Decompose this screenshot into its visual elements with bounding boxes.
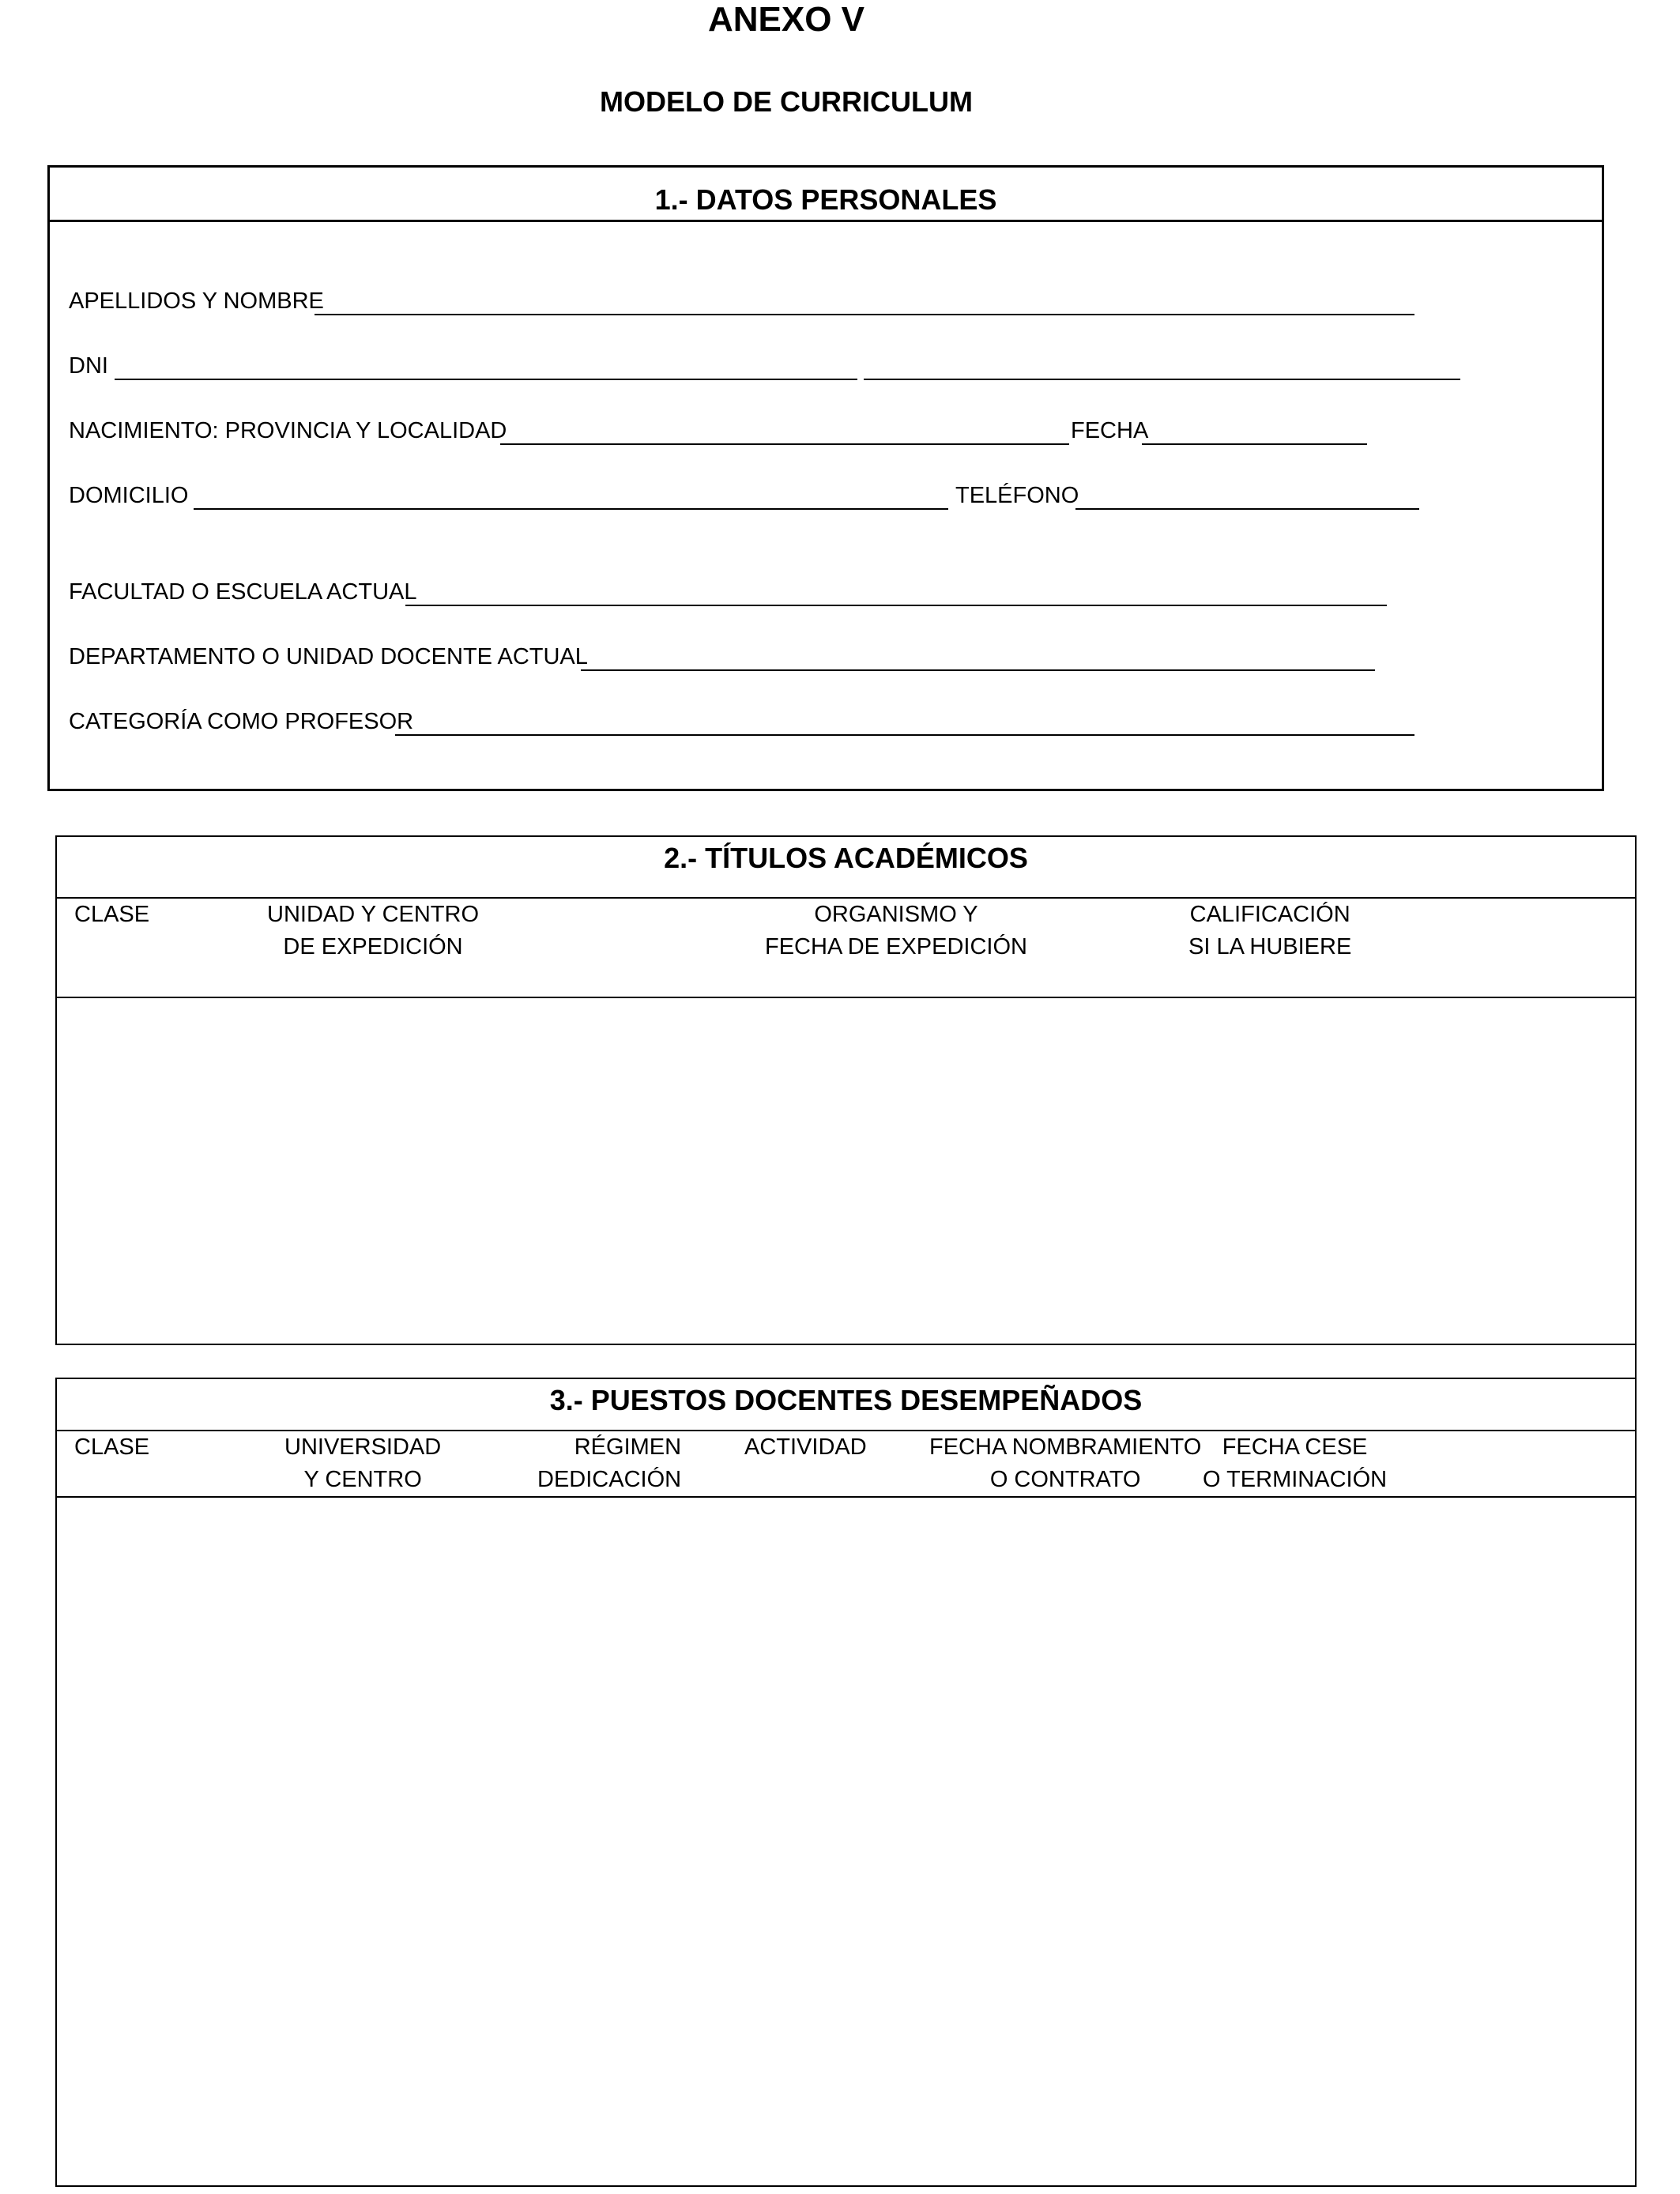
- birth-date-label: FECHA: [1071, 418, 1149, 443]
- col-line: DEDICACIÓN: [537, 1467, 682, 1492]
- degrees-col-issuing-unit: [267, 899, 479, 963]
- col-line: RÉGIMEN: [574, 1434, 682, 1460]
- personal-data-title: 1.- DATOS PERSONALES: [654, 183, 997, 216]
- dni-extra-field[interactable]: [864, 379, 1460, 380]
- degrees-title: 2.- TÍTULOS ACADÉMICOS: [664, 842, 1028, 874]
- category-field[interactable]: [395, 734, 1414, 736]
- positions-col-class: [74, 1431, 149, 1464]
- positions-col-activity: [744, 1431, 867, 1464]
- col-line: ACTIVIDAD: [744, 1434, 867, 1460]
- col-line: FECHA DE EXPEDICIÓN: [765, 934, 1027, 959]
- category-label: CATEGORÍA COMO PROFESOR: [69, 709, 414, 734]
- annex-title: ANEXO V: [707, 0, 865, 39]
- positions-title: 3.- PUESTOS DOCENTES DESEMPEÑADOS: [549, 1384, 1143, 1416]
- positions-entry-area[interactable]: [57, 1498, 1635, 2185]
- faculty-label: FACULTAD O ESCUELA ACTUAL: [69, 579, 417, 605]
- dni-label: DNI: [69, 353, 108, 379]
- positions-col-university: [284, 1431, 441, 1496]
- positions-section: [55, 1378, 1637, 2187]
- col-line: ORGANISMO Y: [814, 902, 978, 927]
- degrees-section: [55, 835, 1637, 1345]
- department-field[interactable]: [581, 669, 1375, 671]
- degrees-col-class: [74, 899, 149, 931]
- col-line: UNIVERSIDAD: [284, 1434, 442, 1460]
- positions-col-appointment-date: [929, 1431, 1201, 1496]
- positions-col-regime: [537, 1431, 681, 1496]
- degrees-col-grade: [1188, 899, 1351, 963]
- department-label: DEPARTAMENTO O UNIDAD DOCENTE ACTUAL: [69, 644, 588, 669]
- degrees-entry-area[interactable]: [57, 998, 1635, 1344]
- dni-field[interactable]: [115, 379, 857, 380]
- section-connector: [1635, 1344, 1637, 1379]
- col-line: O CONTRATO: [989, 1467, 1141, 1492]
- document-subtitle: MODELO DE CURRICULUM: [600, 85, 973, 118]
- col-line: DE EXPEDICIÓN: [283, 934, 463, 959]
- phone-field[interactable]: [1075, 508, 1419, 510]
- birth-place-field[interactable]: [500, 443, 1069, 445]
- phone-label: TELÉFONO: [955, 483, 1079, 508]
- birth-place-label: NACIMIENTO: PROVINCIA Y LOCALIDAD: [69, 418, 507, 443]
- name-label: APELLIDOS Y NOMBRE: [69, 288, 324, 314]
- col-line: CLASE: [74, 902, 150, 927]
- col-line: SI LA HUBIERE: [1188, 934, 1352, 959]
- col-line: Y CENTRO: [303, 1467, 422, 1492]
- name-field[interactable]: [315, 314, 1414, 315]
- address-label: DOMICILIO: [69, 483, 189, 508]
- col-line: CALIFICACIÓN: [1189, 902, 1350, 927]
- col-line: CLASE: [74, 1434, 150, 1460]
- address-field[interactable]: [194, 508, 948, 510]
- degrees-col-issuing-body: [765, 899, 1027, 963]
- birth-date-field[interactable]: [1142, 443, 1367, 445]
- faculty-field[interactable]: [405, 605, 1387, 606]
- personal-data-section: [47, 165, 1604, 791]
- col-line: UNIDAD Y CENTRO: [267, 902, 480, 927]
- positions-col-end-date: [1203, 1431, 1387, 1496]
- col-line: FECHA CESE: [1222, 1434, 1368, 1460]
- section-divider: [50, 220, 1602, 222]
- col-line: O TERMINACIÓN: [1203, 1467, 1388, 1492]
- col-line: FECHA NOMBRAMIENTO: [929, 1434, 1202, 1460]
